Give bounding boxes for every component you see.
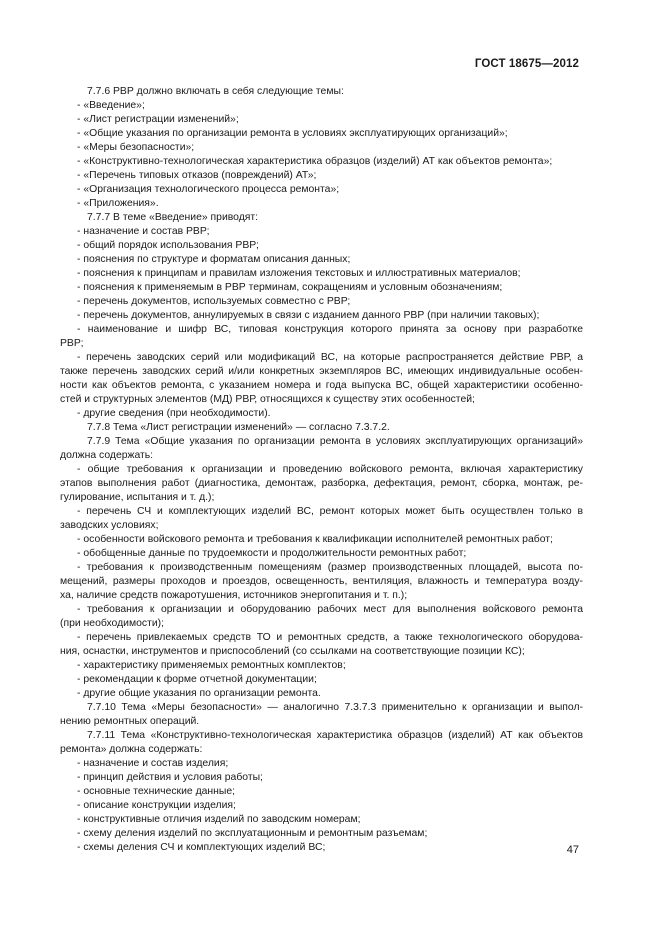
text-line: - требования к организации и оборудованию рабочих мест для выполнения войскового ремонта bbox=[77, 604, 583, 615]
text-line: 7.7.11 Тема «Конструктивно-технологическая характеристика образцов (изделий) АТ как объектов bbox=[87, 730, 583, 741]
text-line: - требования к производственным помещениям (размер производственных площадей, высота по- bbox=[77, 562, 583, 573]
text-line: также перечень заводских серий и/или конкретных экземпляров ВС, имеющих индивидуальные особен- bbox=[60, 366, 583, 377]
text-line: - обобщенные данные по трудоемкости и продолжительности ремонтных работ; bbox=[77, 548, 467, 559]
text-line: 7.7.7 В теме «Введение» приводят: bbox=[87, 212, 259, 223]
text-line: - описание конструкции изделия; bbox=[77, 800, 236, 811]
text-line: 7.7.9 Тема «Общие указания по организации ремонта в условиях эксплуатирующих организаций» bbox=[87, 436, 583, 447]
text-line: (при необходимости); bbox=[60, 618, 164, 629]
text-line: - «Перечень типовых отказов (повреждений) АТ»; bbox=[77, 170, 317, 181]
text-line: - перечень документов, используемых совместно с РВР; bbox=[77, 296, 351, 307]
text-line: - «Конструктивно-технологическая характеристика образцов (изделий) АТ как объектов ремонта»; bbox=[77, 156, 553, 167]
text-line: - основные технические данные; bbox=[77, 786, 236, 797]
text-line: - пояснения к применяемым в РВР терминам, сокращениям и условным обозначениям; bbox=[77, 282, 503, 293]
text-line: - схемы деления СЧ и комплектующих изделий ВС; bbox=[77, 842, 326, 853]
text-line: - «Общие указания по организации ремонта в условиях эксплуатирующих организаций»; bbox=[77, 128, 508, 139]
text-line: - общие требования к организации и проведению войскового ремонта, включая характеристику bbox=[77, 464, 583, 475]
text-line: стей и структурных элементов (МД) РВР, относящихся к существу этих особенностей; bbox=[60, 394, 475, 405]
text-line: гулирование, испытания и т. д.); bbox=[60, 492, 215, 503]
text-line: - назначение и состав изделия; bbox=[77, 758, 229, 769]
text-line: - перечень документов, аннулируемых в связи с изданием данного РВР (при наличии таковых); bbox=[77, 310, 540, 321]
text-line: - «Введение»; bbox=[77, 100, 145, 111]
text-line: - «Приложения». bbox=[77, 198, 159, 209]
text-line: РВР; bbox=[60, 338, 84, 349]
text-line: заводских условиях; bbox=[60, 520, 159, 531]
text-line: - общий порядок использования РВР; bbox=[77, 240, 259, 251]
text-line: ха, наличие средств пожаротушения, источников энергопитания и т. п.); bbox=[60, 590, 408, 601]
text-line: - наименование и шифр ВС, типовая конструкция которого принята за основу при разработке bbox=[77, 324, 583, 335]
text-line: 7.7.8 Тема «Лист регистрации изменений» — согласно 7.3.7.2. bbox=[87, 422, 390, 433]
text-line: - пояснения по структуре и форматам описания данных; bbox=[77, 254, 351, 265]
text-line: - характеристику применяемых ремонтных комплектов; bbox=[77, 660, 346, 671]
text-line: - «Лист регистрации изменений»; bbox=[77, 114, 239, 125]
text-line: - другие сведения (при необходимости). bbox=[77, 408, 271, 419]
text-line: ремонта» должна содержать: bbox=[60, 744, 203, 755]
text-line: - другие общие указания по организации ремонта. bbox=[77, 688, 321, 699]
text-line: - схему деления изделий по эксплуатационным и ремонтным разъемам; bbox=[77, 828, 428, 839]
text-line: - рекомендации к форме отчетной документации; bbox=[77, 674, 317, 685]
text-line: нению ремонтных операций. bbox=[60, 716, 200, 727]
text-line: этапов выполнения работ (диагностика, демонтаж, разборка, дефектация, ремонт, сборка, монтаж, ре- bbox=[60, 478, 583, 489]
text-line: ния, оснастки, инструментов и приспособлений (со ссылками на соответствующие позиции КС); bbox=[60, 646, 525, 657]
text-line: - перечень заводских серий или модификаций ВС, на которые распространяется действие РВР, а bbox=[77, 352, 583, 363]
text-line: - пояснения к принципам и правилам изложения текстовых и иллюстративных материалов; bbox=[77, 268, 521, 279]
text-line: - назначение и состав РВР; bbox=[77, 226, 210, 237]
text-line: мещений, размеры проходов и проездов, освещенность, вентиляция, влажность и температура возду- bbox=[60, 576, 583, 587]
text-line: - «Меры безопасности»; bbox=[77, 142, 195, 153]
text-line: - перечень СЧ и комплектующих изделий ВС, ремонт которых может быть осуществлен только в bbox=[77, 506, 583, 517]
text-line: - конструктивные отличия изделий по заводским номерам; bbox=[77, 814, 361, 825]
text-line: 7.7.10 Тема «Меры безопасности» — аналогично 7.3.7.3 применительно к организации и выпол- bbox=[87, 702, 583, 713]
text-line: 7.7.6 РВР должно включать в себя следующие темы: bbox=[87, 86, 344, 97]
text-line: - принцип действия и условия работы; bbox=[77, 772, 263, 783]
text-line: должна содержать: bbox=[60, 450, 154, 461]
text-line: - особенности войскового ремонта и требования к квалификации исполнителей ремонтных работ; bbox=[77, 534, 553, 545]
text-line: ности как объектов ремонта, с указанием номера и года выпуска ВС, общей характеристики особеннo- bbox=[60, 380, 583, 391]
text-line: - «Организация технологического процесса ремонта»; bbox=[77, 184, 340, 195]
page-number: 47 bbox=[566, 844, 579, 856]
standard-designation: ГОСТ 18675—2012 bbox=[474, 58, 579, 70]
text-line: - перечень привлекаемых средств ТО и ремонтных средств, а также технологического оборудова- bbox=[77, 632, 583, 643]
